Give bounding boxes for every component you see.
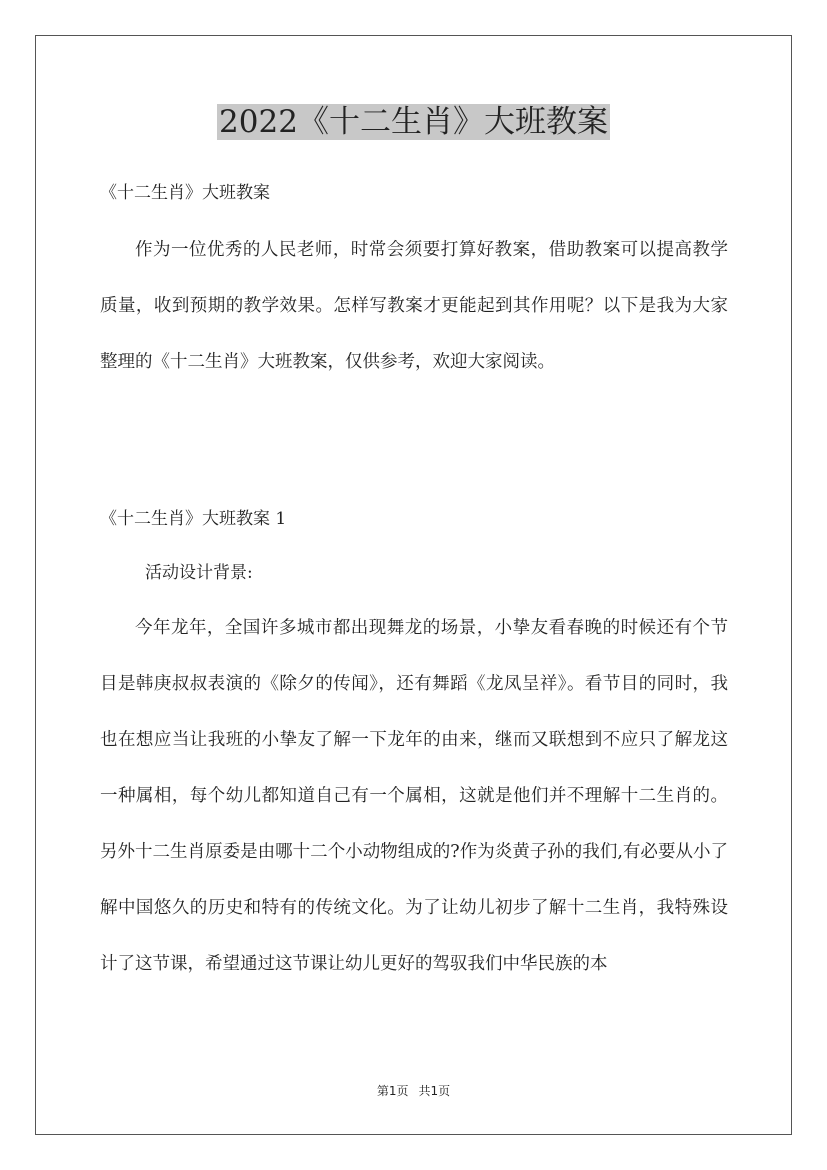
title-text: 2022《十二生肖》大班教案 xyxy=(219,104,608,140)
section-heading: 《十二生肖》大班教案 1 xyxy=(100,509,287,529)
section-label: 活动设计背景: xyxy=(145,563,253,583)
intro-paragraph: 作为一位优秀的人民老师，时常会须要打算好教案，借助教案可以提高教学质量，收到预期的教学效果。怎样写教案才更能起到其作用呢？以下是我为大家整理的《十二生肖》大班教案，仅供参考，欢迎大家阅读。 xyxy=(100,240,728,372)
body-paragraph: 今年龙年，全国许多城市都出现舞龙的场景，小挚友看春晚的时候还有个节目是韩庚叔叔表演的《除夕的传闻》，还有舞蹈《龙凤呈祥》。看节目的同时，我也在想应当让我班的小挚友了解一下龙年的由来，继而又联想到不应只了解龙这一种属相，每个幼儿都知道自己有一个属相，这就是他们并不理解十二生肖的。另外十二生肖原委是由哪十二个小动物组成的?作为炎黄子孙的我们,有必要从小了解中国悠久的历史和特有的传统文化。为了让幼儿初步了解十二生肖，我特殊设计了这节课，希望通过这节课让幼儿更好的驾驭我们中华民族的本 xyxy=(100,618,728,974)
page-number: 第1页 xyxy=(376,1084,409,1098)
page-total: 共1页 xyxy=(418,1084,451,1098)
page-footer xyxy=(0,1082,827,1099)
document-title xyxy=(0,100,827,144)
document-subtitle: 《十二生肖》大班教案 xyxy=(100,183,270,203)
